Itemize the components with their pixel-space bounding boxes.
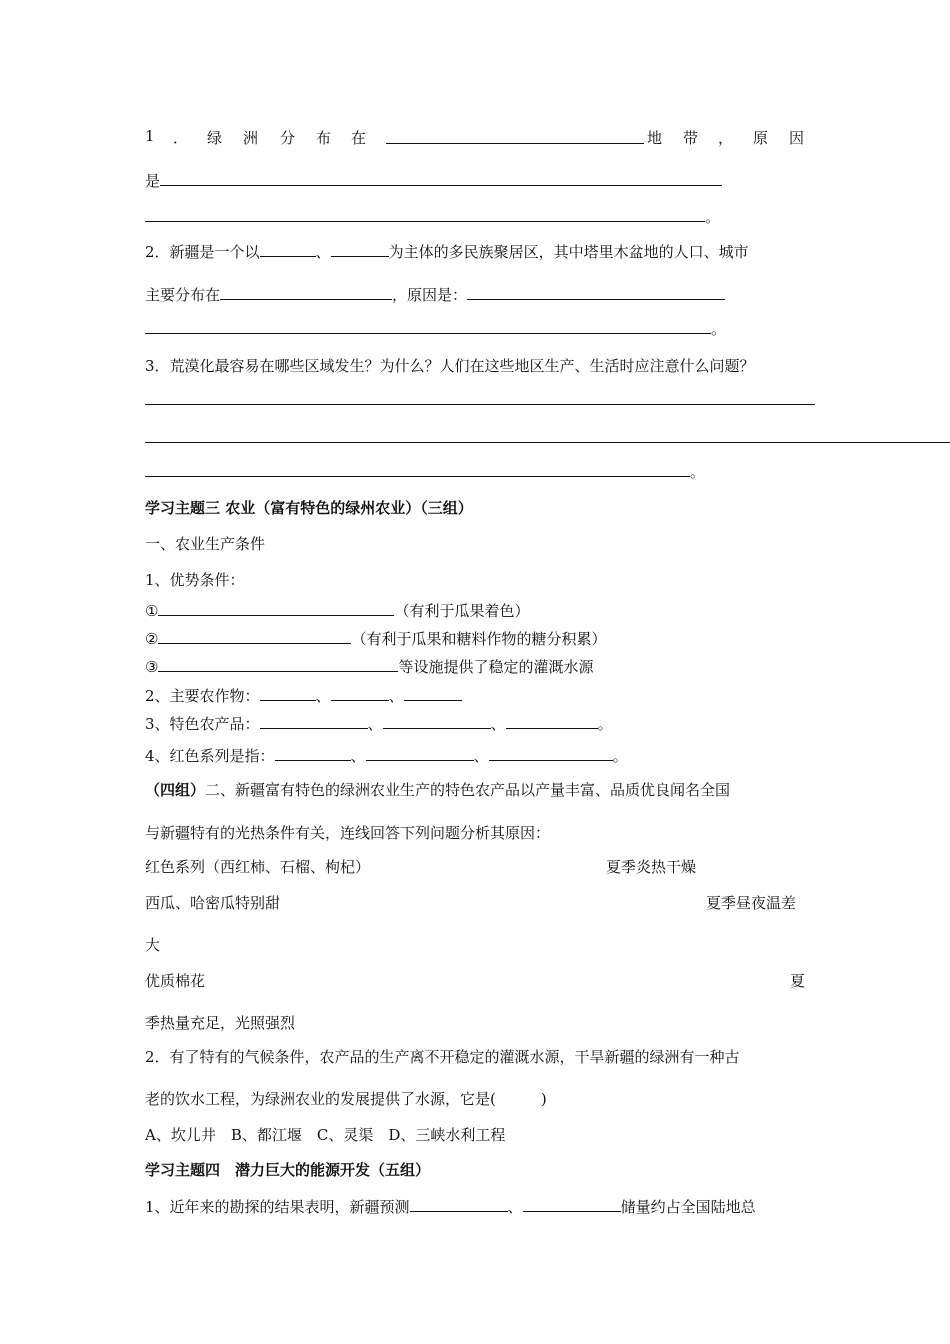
special-sep: 、	[490, 715, 506, 733]
crop-sep: 、	[388, 687, 404, 705]
q2-text-b: 为主体的多民族聚居区，其中塔里木盆地的人口、城市	[388, 243, 749, 261]
red-blank-2[interactable]	[366, 745, 474, 761]
red-sep: 、	[473, 747, 489, 765]
match-left-1[interactable]: 红色系列（西红柿、石榴、枸杞）	[145, 858, 371, 876]
q2-text-c: 主要分布在	[145, 286, 221, 304]
match-left-3[interactable]: 优质棉花	[145, 972, 206, 990]
match-right-3[interactable]: 夏	[790, 972, 806, 990]
q1-blank[interactable]	[386, 143, 644, 144]
condition-1	[145, 600, 529, 621]
q1-blank-reason-2[interactable]	[145, 206, 705, 222]
group4-options[interactable]: A、坎儿井 B、都江堰 C、灵渠 D、三峡水利工程	[145, 1126, 506, 1144]
topic4-heading: 学习主题四 潜力巨大的能源开发（五组）	[145, 1161, 431, 1179]
q2-blank-1[interactable]	[260, 241, 316, 257]
q1-char: 带	[683, 129, 699, 147]
red-blank-1[interactable]	[275, 745, 351, 761]
group4-line1	[145, 779, 730, 800]
q2-line3	[145, 318, 726, 339]
q1-end: 。	[705, 208, 721, 226]
condition-2	[145, 628, 606, 649]
q3-question: 3．荒漠化最容易在哪些区域发生？为什么？人们在这些地区生产、生活时应注意什么问题？	[145, 357, 755, 375]
topic4-sep: 、	[507, 1198, 523, 1216]
q2-text-a: 2．新疆是一个以	[145, 243, 260, 261]
q1-char: ，	[718, 129, 734, 147]
q3-answer-line-1[interactable]	[145, 404, 815, 405]
q3-answer-line-3[interactable]	[145, 461, 690, 477]
crop-sep: 、	[315, 687, 331, 705]
match-right-1[interactable]: 夏季炎热干燥	[606, 858, 697, 876]
crop-blank-2[interactable]	[331, 685, 389, 701]
special-blank-2[interactable]	[383, 713, 491, 729]
condition-1-blank[interactable]	[158, 600, 394, 616]
special-sep: 、	[367, 715, 383, 733]
q1-char: 布	[316, 129, 332, 147]
q1-char: 在	[351, 129, 367, 147]
condition-3-blank[interactable]	[158, 656, 398, 672]
condition-2-note: （有利于瓜果和糖料作物的糖分积累）	[351, 630, 607, 648]
q1-line2-text: 是	[145, 172, 161, 190]
match-left-2[interactable]: 西瓜、哈密瓜特别甜	[145, 894, 281, 912]
topic3-heading: 学习主题三 农业（富有特色的绿州农业）（三组）	[145, 499, 473, 517]
topic4-q1	[145, 1196, 756, 1217]
group4-tag: （四组）	[145, 781, 206, 799]
q1-char: 洲	[243, 129, 259, 147]
q1-line2	[145, 170, 722, 191]
red-blank-3[interactable]	[489, 745, 613, 761]
topic4-q1-text-a: 1、近年来的勘探的结果表明，新疆预测	[145, 1198, 410, 1216]
q3-line3	[145, 461, 705, 482]
red-end: 。	[612, 747, 628, 765]
q2-sep: 、	[315, 243, 331, 261]
special-products	[145, 713, 613, 734]
match-right-2[interactable]: 夏季昼夜温差	[706, 894, 797, 912]
condition-3-note: 等设施提供了稳定的灌溉水源	[398, 658, 594, 676]
q3-answer-line-2[interactable]	[145, 442, 950, 443]
q2-blank-2[interactable]	[331, 241, 389, 257]
q3-end: 。	[690, 463, 706, 481]
crop-blank-1[interactable]	[260, 685, 316, 701]
special-end: 。	[597, 715, 613, 733]
q2-line1	[145, 241, 749, 262]
q2-line2	[145, 284, 725, 305]
q1-char: 地	[647, 129, 663, 147]
red-series	[145, 745, 628, 766]
topic4-q1-text-b: 储量约占全国陆地总	[620, 1198, 756, 1216]
q1-line1	[0, 127, 950, 149]
q2-text-d: ，原因是：	[392, 286, 468, 304]
condition-2-marker: ②	[145, 630, 159, 648]
q1-char: 绿	[207, 129, 223, 147]
group4-q2-line1: 2．有了特有的气候条件，农产品的生产离不开稳定的灌溉水源，干旱新疆的绿洲有一种古	[145, 1048, 740, 1066]
condition-2-blank[interactable]	[158, 628, 351, 644]
topic3-advantages: 1、优势条件：	[145, 571, 245, 589]
topic4-blank-1[interactable]	[410, 1196, 508, 1212]
q2-blank-5[interactable]	[145, 318, 711, 334]
q1-char: 因	[789, 129, 805, 147]
topic4-blank-2[interactable]	[523, 1196, 621, 1212]
condition-1-note: （有利于瓜果着色）	[394, 602, 530, 620]
group4-text-2: 与新疆特有的光热条件有关，连线回答下列问题分析其原因：	[145, 824, 551, 842]
main-crops	[145, 685, 462, 706]
red-series-label: 4、红色系列是指：	[145, 747, 275, 765]
crop-blank-3[interactable]	[404, 685, 462, 701]
condition-3	[145, 656, 593, 677]
match-right-2-cont: 大	[145, 936, 161, 954]
q1-line3	[145, 206, 720, 227]
group4-q2-line2: 老的饮水工程，为绿洲农业的发展提供了水源，它是( )	[145, 1090, 547, 1108]
q1-char: 1	[145, 127, 155, 145]
q1-char: 原	[753, 129, 769, 147]
q1-blank-reason[interactable]	[160, 170, 722, 186]
q2-blank-3[interactable]	[220, 284, 392, 300]
match-right-3-cont: 季热量充足，光照强烈	[145, 1014, 296, 1032]
q1-char: 分	[280, 129, 296, 147]
special-products-label: 3、特色农产品：	[145, 715, 260, 733]
q2-blank-4[interactable]	[467, 284, 725, 300]
q2-end: 。	[711, 320, 727, 338]
red-sep: 、	[350, 747, 366, 765]
main-crops-label: 2、主要农作物：	[145, 687, 260, 705]
condition-1-marker: ①	[145, 602, 159, 620]
q1-char: ．	[173, 129, 189, 147]
condition-3-marker: ③	[145, 658, 159, 676]
special-blank-3[interactable]	[506, 713, 598, 729]
topic3-section-1: 一、农业生产条件	[145, 535, 266, 553]
special-blank-1[interactable]	[260, 713, 368, 729]
group4-text-1: 二、新疆富有特色的绿洲农业生产的特色农产品以产量丰富、品质优良闻名全国	[205, 781, 731, 799]
